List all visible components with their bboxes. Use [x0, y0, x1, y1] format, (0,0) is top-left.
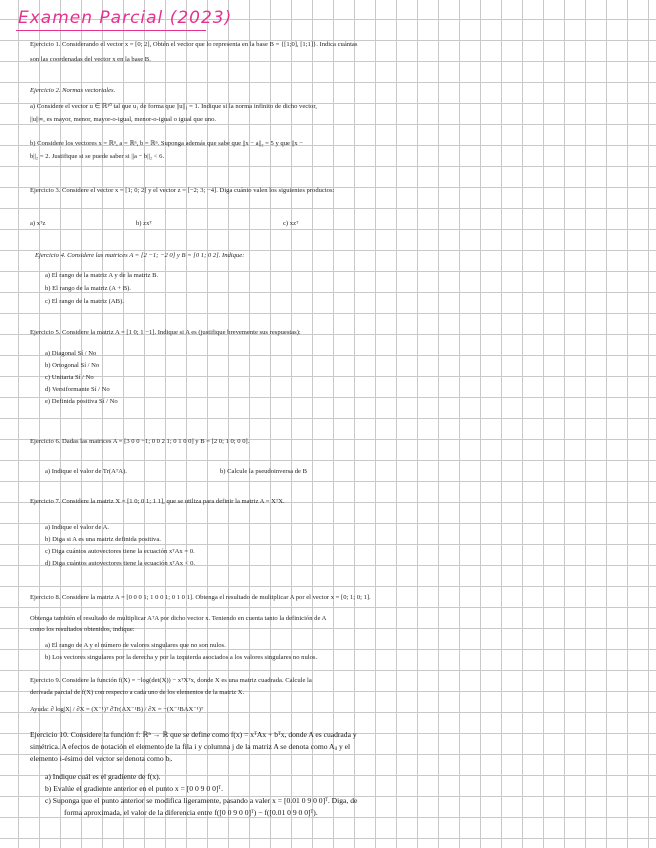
ex7-line: Ejercicio 7. Considere la matriz X = [1 0; 0 1; 1 1], que se utiliza para definir la matriz A = XᵀX.: [30, 498, 285, 505]
ex3-item-a: a) xᵀz: [30, 220, 46, 227]
ex7-item-b: b) Diga si A es una matriz definida positiva.: [45, 536, 161, 543]
ex6-item-b: b) Calcule la pseudoinversa de B: [220, 468, 307, 475]
ex4-item-b: b) El rango de la matriz (A + B).: [45, 285, 131, 292]
ex10-line3: elemento i-ésimo del vector se denota como bᵢ.: [30, 754, 173, 763]
ex8-line2: Obtenga también el resultado de multiplicar AᵀA por dicho vector x. Teniendo en cuenta tanto la definición de A: [30, 615, 327, 622]
ex5-item-e: e) Definida positiva Sí / No: [45, 398, 118, 405]
ex6-item-a: a) Indique el valor de Tr(AᵀA).: [45, 468, 127, 475]
ex1-line2: son las coordenadas del vector x en la base B.: [30, 56, 151, 63]
ex8-item-a: a) El rango de A y el número de valores singulares que no son nulos.: [45, 642, 226, 649]
ex8-line3: como los resultados obtenidos, indique:: [30, 626, 135, 633]
ex6-line: Ejercicio 6. Dadas las matrices A = [3 0 0 −1; 0 0 2 1; 0 1 0 0] y B = [2 0; 1 0; 0 0].: [30, 438, 250, 445]
ex7-item-c: c) Diga cuántos autovectores tiene la ecuación xᵀAx = 0.: [45, 548, 195, 555]
ex10-item-b: b) Evalúe el gradiente anterior en el punto x = [0 0 9 0 0]ᵀ.: [45, 784, 224, 793]
ex10-item-a: a) Indique cuál es el gradiente de f(x).: [45, 772, 161, 781]
ex4-item-a: a) El rango de la matriz A y de la matriz B.: [45, 272, 159, 279]
ex8-line: Ejercicio 8. Considere la matriz A = [0 0 0 1; 1 0 0 1; 0 1 0 1]. Obtenga el resultado de multiplicar A por el vector x = [0; 1; 0; 1].: [30, 594, 371, 601]
ex10-line1: Ejercicio 10. Considere la función f: ℝⁿ → ℝ que se define como f(x) = xᵀAx + bᵀx, donde A es cuadrada y: [30, 730, 357, 739]
ex2-heading: Ejercicio 2. Normas vectoriales.: [30, 87, 116, 94]
page-title: Examen Parcial (2023): [18, 8, 233, 28]
ex2-b2: b||₂ = 2. Justifique si se puede saber si ||a − b||₂ < 6.: [30, 153, 165, 160]
title-underline: [16, 30, 206, 31]
ex3-item-b: b) zxᵀ: [136, 220, 152, 227]
ex10-line2: simétrica. A efectos de notación el elemento de la fila i y columna j de la matriz A se denota como Aᵢⱼ y el: [30, 742, 351, 751]
ex4-line: Ejercicio 4. Considere las matrices A = [2 −1; −2 0] y B = [0 1; 0 2]. Indique:: [35, 252, 245, 259]
ex5-line: Ejercicio 5. Considere la matriz A = [1 0; 1 −1]. Indique si A es (justifique brevemente sus respuestas):: [30, 329, 301, 336]
ex7-item-d: d) Diga cuántos autovectores tiene la ecuación xᵀAx < 0.: [45, 560, 196, 567]
ex3-item-c: c) xzᵀ: [283, 220, 299, 227]
ex4-item-c: c) El rango de la matriz (AB).: [45, 298, 124, 305]
ex10-item-c1: c) Suponga que el punto anterior se modifica ligeramente, pasando a valer x = [0.01 0 9 0 0]ᵀ. Diga, de: [45, 796, 358, 805]
ex10-item-c2: forma aproximada, el valor de la diferencia entre f([0 0 9 0 0]ᵀ) − f([0.01 0 9 0 0]ᵀ).: [64, 808, 318, 817]
ex2-a1: a) Considere el vector u ∈ ℝ¹⁰ tal que u₁ de forma que ||u||₁ = 1. Indique si la norma infinito de dicho vector,: [30, 103, 317, 110]
ex9-line: Ejercicio 9. Considere la función f(X) = −log(det(X)) − xᵀXᵀx, donde X es una matriz cuadrada. Calcule la: [30, 677, 312, 684]
ex5-item-c: c) Unitaria Sí / No: [45, 374, 94, 381]
ex9-hint: Ayuda: ∂ log|X| / ∂X = (X⁻¹)ᵀ ∂Tr(AX⁻¹B) / ∂X = −(X⁻¹BAX⁻¹)ᵀ: [30, 706, 204, 713]
ex5-item-b: b) Ortogonal Sí / No: [45, 362, 100, 369]
ex3-line1: Ejercicio 3. Considere el vector x = [1; 0; 2] y el vector z = [−2; 3; −4]. Diga cuánto valen los siguientes productos:: [30, 187, 335, 194]
ex5-item-a: a) Diagonal Sí / No: [45, 350, 97, 357]
ex2-a2: ||u||∞, es mayor, menor, mayor-o-igual, menor-o-igual o igual que uno.: [30, 116, 217, 123]
ex7-item-a: a) Indique el valor de A.: [45, 524, 110, 531]
ex9-line2: derivada parcial de f(X) con respecto a cada uno de los elementos de la matriz X.: [30, 689, 245, 696]
ex2-b1: b) Considere los vectores x = ℝⁿ, a = ℝⁿ, b = ℝⁿ. Suponga además que sabe que ||x − a||₂ = 5 y que ||x −: [30, 140, 303, 147]
ex1-line1: Ejercicio 1. Considerando el vector x = [0; 2], Obtén el vector que lo representa en la base B = {[1;0], [1;1]}. Indica cuántas: [30, 41, 358, 48]
ex8-item-b: b) Los vectores singulares por la derecha y por la izquierda asociados a los valores singulares no nulos.: [45, 654, 318, 661]
ex5-item-d: d) Versiformante Sí / No: [45, 386, 110, 393]
